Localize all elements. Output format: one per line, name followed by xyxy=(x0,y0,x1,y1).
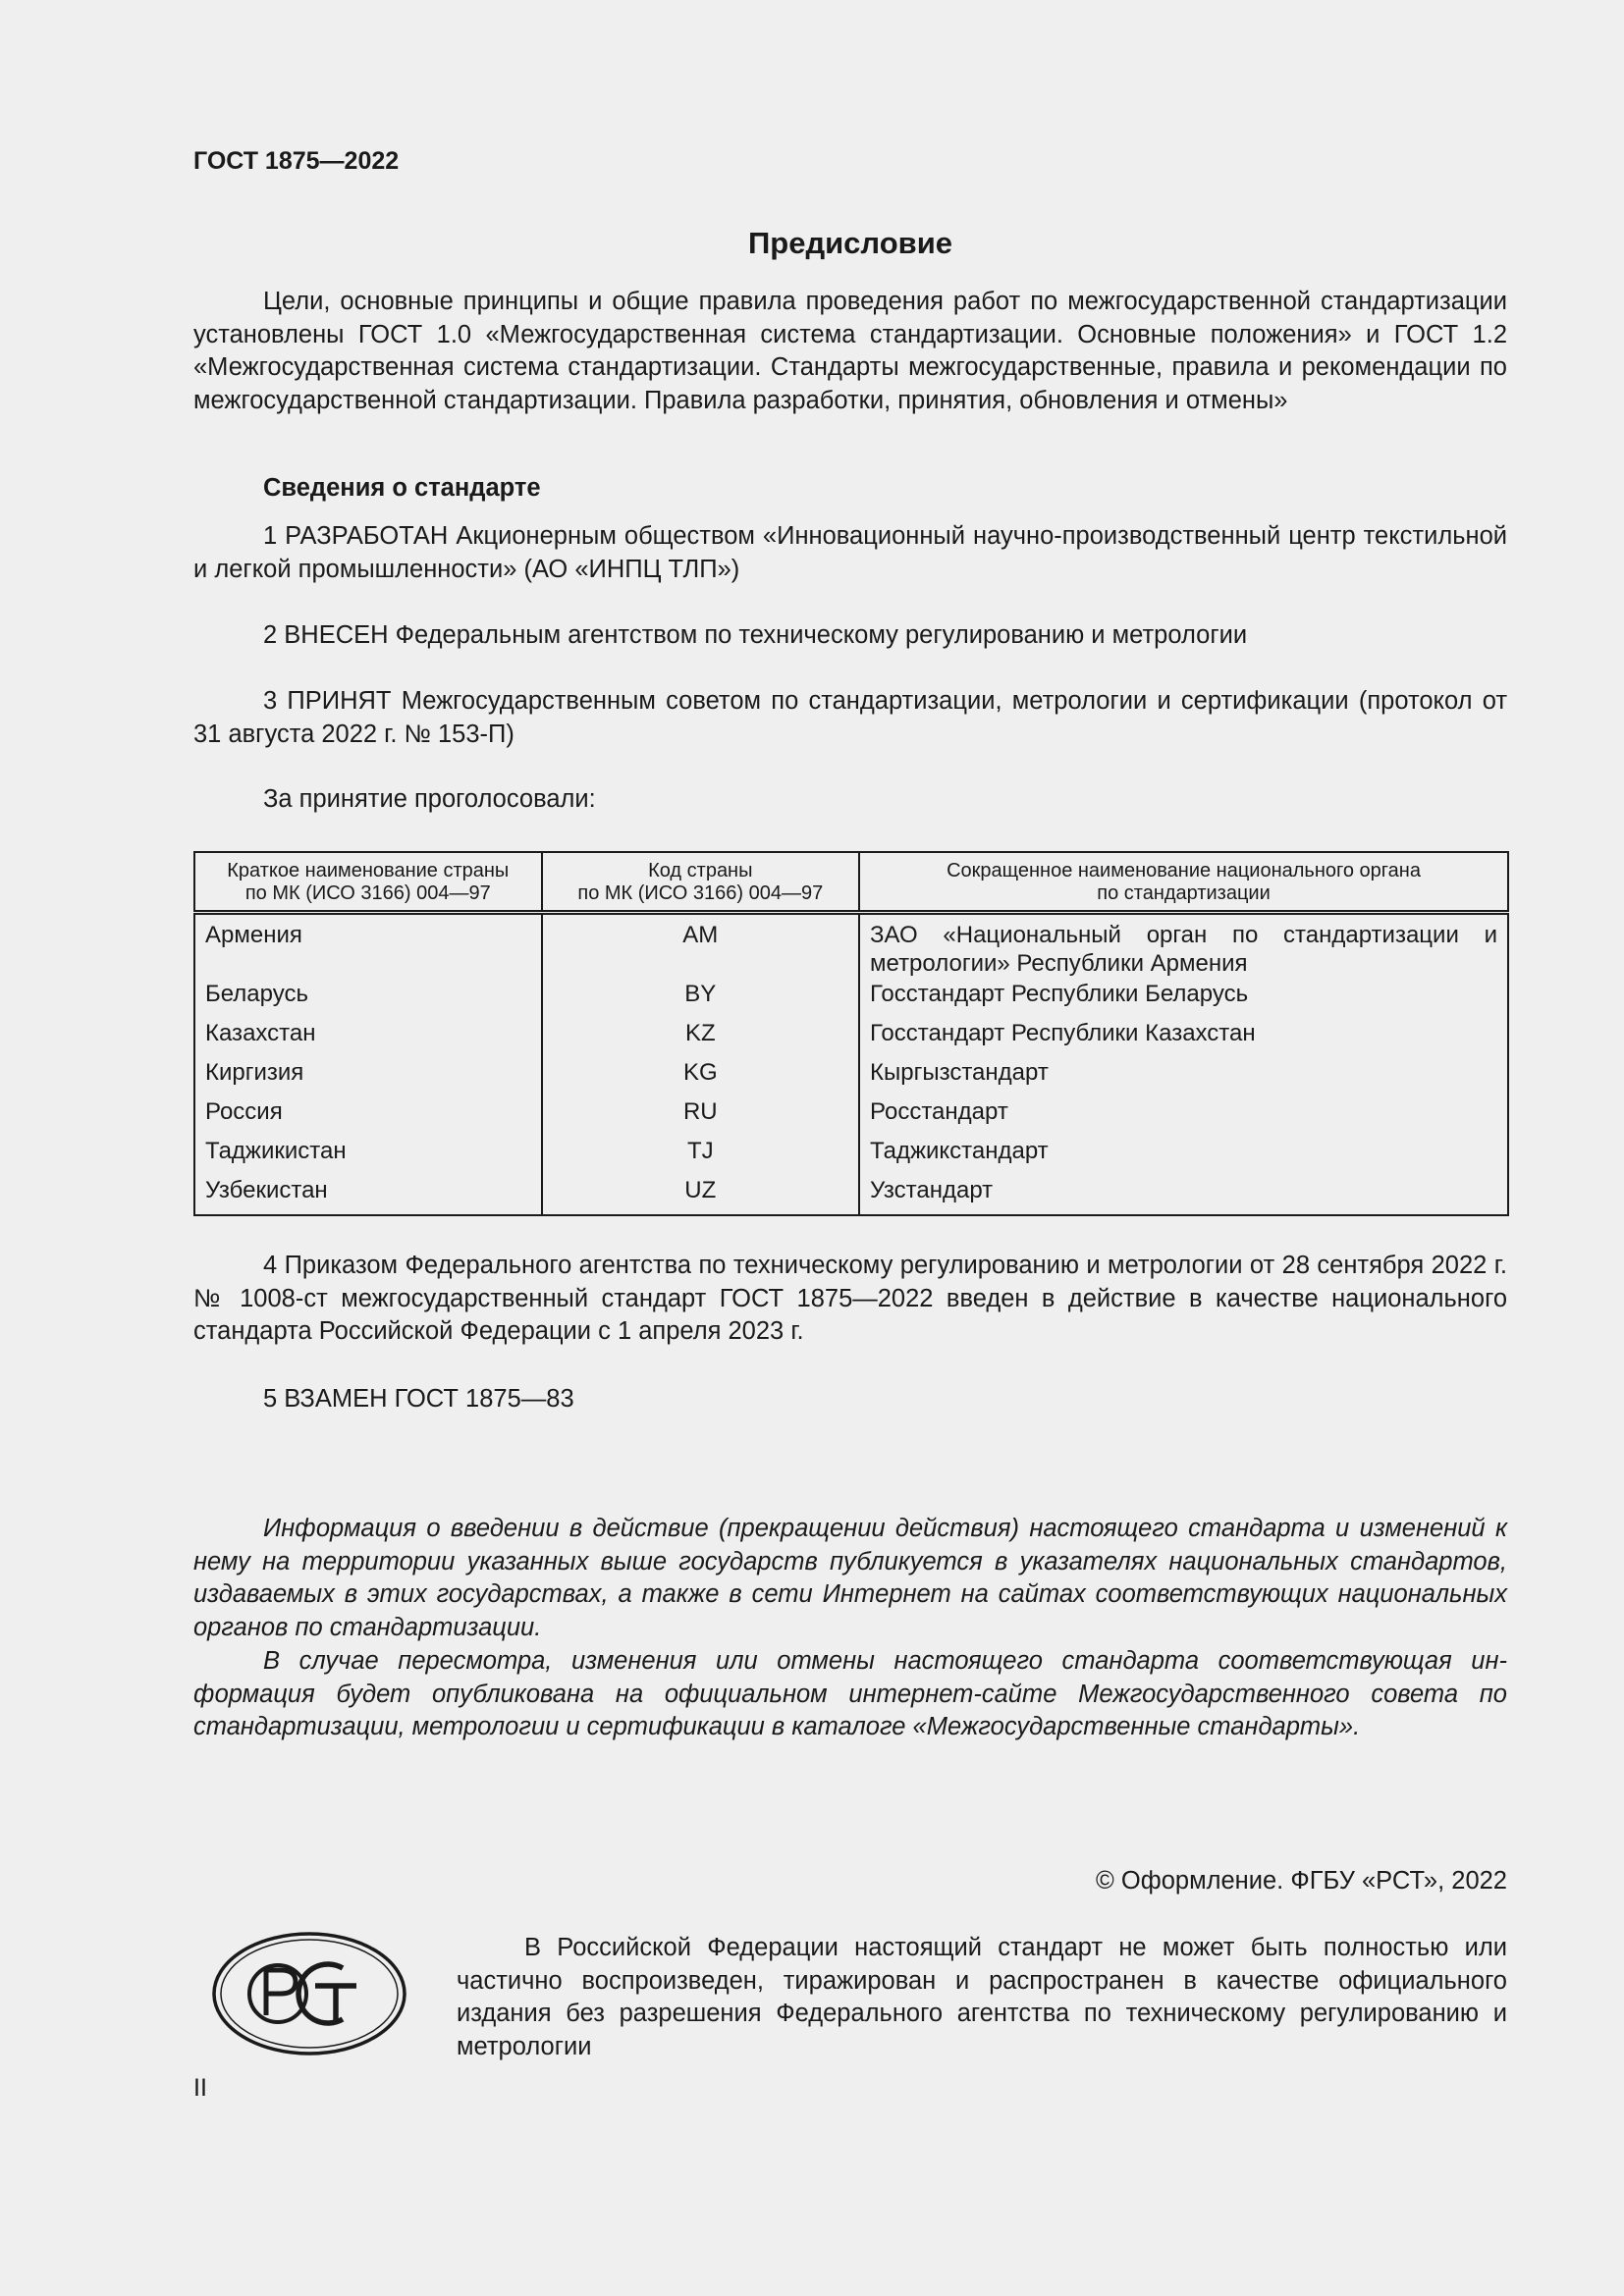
country-cell: Казахстан xyxy=(194,1019,542,1058)
table-row xyxy=(194,980,1508,1019)
org-cell: ЗАО «Национальный орган по стандартизации и метрологии» Республики Армения xyxy=(859,913,1508,981)
document-page xyxy=(193,0,1507,2296)
code-cell: KG xyxy=(542,1058,859,1097)
copyright-line: © Оформление. ФГБУ «РСТ», 2022 xyxy=(1096,1867,1507,1895)
code-cell: BY xyxy=(542,980,859,1019)
org-cell: Узстандарт xyxy=(859,1176,1508,1215)
code-cell: UZ xyxy=(542,1176,859,1215)
country-cell: Россия xyxy=(194,1097,542,1137)
table-row xyxy=(194,1176,1508,1215)
code-cell: AM xyxy=(542,913,859,981)
standard-info-heading: Сведения о стандарте xyxy=(263,474,541,502)
preface-intro: Цели, основные принципы и общие правила проведения работ по межгосударственной стандартизации установлены ГОСТ 1.0 «Межгосударственная система стандартизации. Основные положения» и ГОСТ 1.2 «Межгосударственная система стандартизации. Стандарты межгосударственные, правила и рекомендации по межгосударственной стандартизации. Правила разработки, принятия, обновления и отмены» xyxy=(193,288,1507,414)
org-cell: Госстандарт Республики Казахстан xyxy=(859,1019,1508,1058)
voted-label: За принятие проголосовали: xyxy=(263,785,596,813)
page-number: II xyxy=(193,2074,207,2102)
country-cell: Киргизия xyxy=(194,1058,542,1097)
org-cell: Кыргызстандарт xyxy=(859,1058,1508,1097)
table-row xyxy=(194,913,1508,981)
org-cell: Таджикстандарт xyxy=(859,1137,1508,1176)
code-cell: TJ xyxy=(542,1137,859,1176)
table-header-row xyxy=(194,852,1508,913)
reproduction-notice: В Российской Федерации настоящий стандарт не может быть полностью или частично воспроизведен, тиражирован и распространен в качестве официального издания без разрешения Федерального агентства по техническому регулированию и метрологии xyxy=(457,1934,1507,2060)
org-cell: Росстандарт xyxy=(859,1097,1508,1137)
country-cell: Армения xyxy=(194,913,542,981)
preface-title: Предисловие xyxy=(747,226,952,260)
item-enacted: 4 Приказом Федерального агентства по техническому регулированию и метрологии от 28 сентября 2022 г. № 1008-ст межгосударственный стандарт ГОСТ 1875—2022 введен в действие в качестве национального стандарта Российской Федерации с 1 апреля 2023 г. xyxy=(193,1252,1507,1345)
table-row xyxy=(194,1019,1508,1058)
org-cell: Госстандарт Республики Беларусь xyxy=(859,980,1508,1019)
country-cell: Узбекистан xyxy=(194,1176,542,1215)
item-replaces: 5 ВЗАМЕН ГОСТ 1875—83 xyxy=(263,1385,574,1413)
country-cell: Беларусь xyxy=(194,980,542,1019)
code-cell: RU xyxy=(542,1097,859,1137)
table-row xyxy=(194,1097,1508,1137)
code-column-header: Код страны по МК (ИСО 3166) 004—97 xyxy=(542,852,859,913)
voting-countries-table xyxy=(193,851,1509,1216)
info-note: Информация о введении в действие (прекращении действия) настоящего стандарта и изменений к нему на территории указанных выше государств публикуется в указателях национальных стандартов, издаваемых в этих государствах, а также в сети Интернет на сайтах соответствующих национальных органов по стандартизации. xyxy=(193,1515,1507,1641)
table-row xyxy=(194,1058,1508,1097)
revision-note: В случае пересмотра, изменения или отмены настоящего стандарта соответствующая информация будет опубликована на официальном интернет-сайте Межгосударственного совета по стандартизации, метрологии и сертификации в каталоге «Межгосударственные стандарты». xyxy=(193,1647,1507,1740)
code-cell: KZ xyxy=(542,1019,859,1058)
item-developed: 1 РАЗРАБОТАН Акционерным обществом «Инновационный научно-производственный центр текстильной и легкой промышленности» (АО «ИНПЦ ТЛП») xyxy=(193,522,1507,583)
org-column-header: Сокращенное наименование национального органа по стандартизации xyxy=(859,852,1508,913)
country-cell: Таджикистан xyxy=(194,1137,542,1176)
item-submitted: 2 ВНЕСЕН Федеральным агентством по техническому регулированию и метрологии xyxy=(263,621,1248,649)
item-adopted: 3 ПРИНЯТ Межгосударственным советом по стандартизации, метрологии и сертификации (протокол от 31 августа 2022 г. № 153-П) xyxy=(193,687,1507,748)
country-column-header: Краткое наименование страны по МК (ИСО 3166) 004—97 xyxy=(194,852,542,913)
document-header: ГОСТ 1875—2022 xyxy=(193,147,400,175)
table-row xyxy=(194,1137,1508,1176)
rst-certification-mark-icon xyxy=(211,1931,407,2056)
